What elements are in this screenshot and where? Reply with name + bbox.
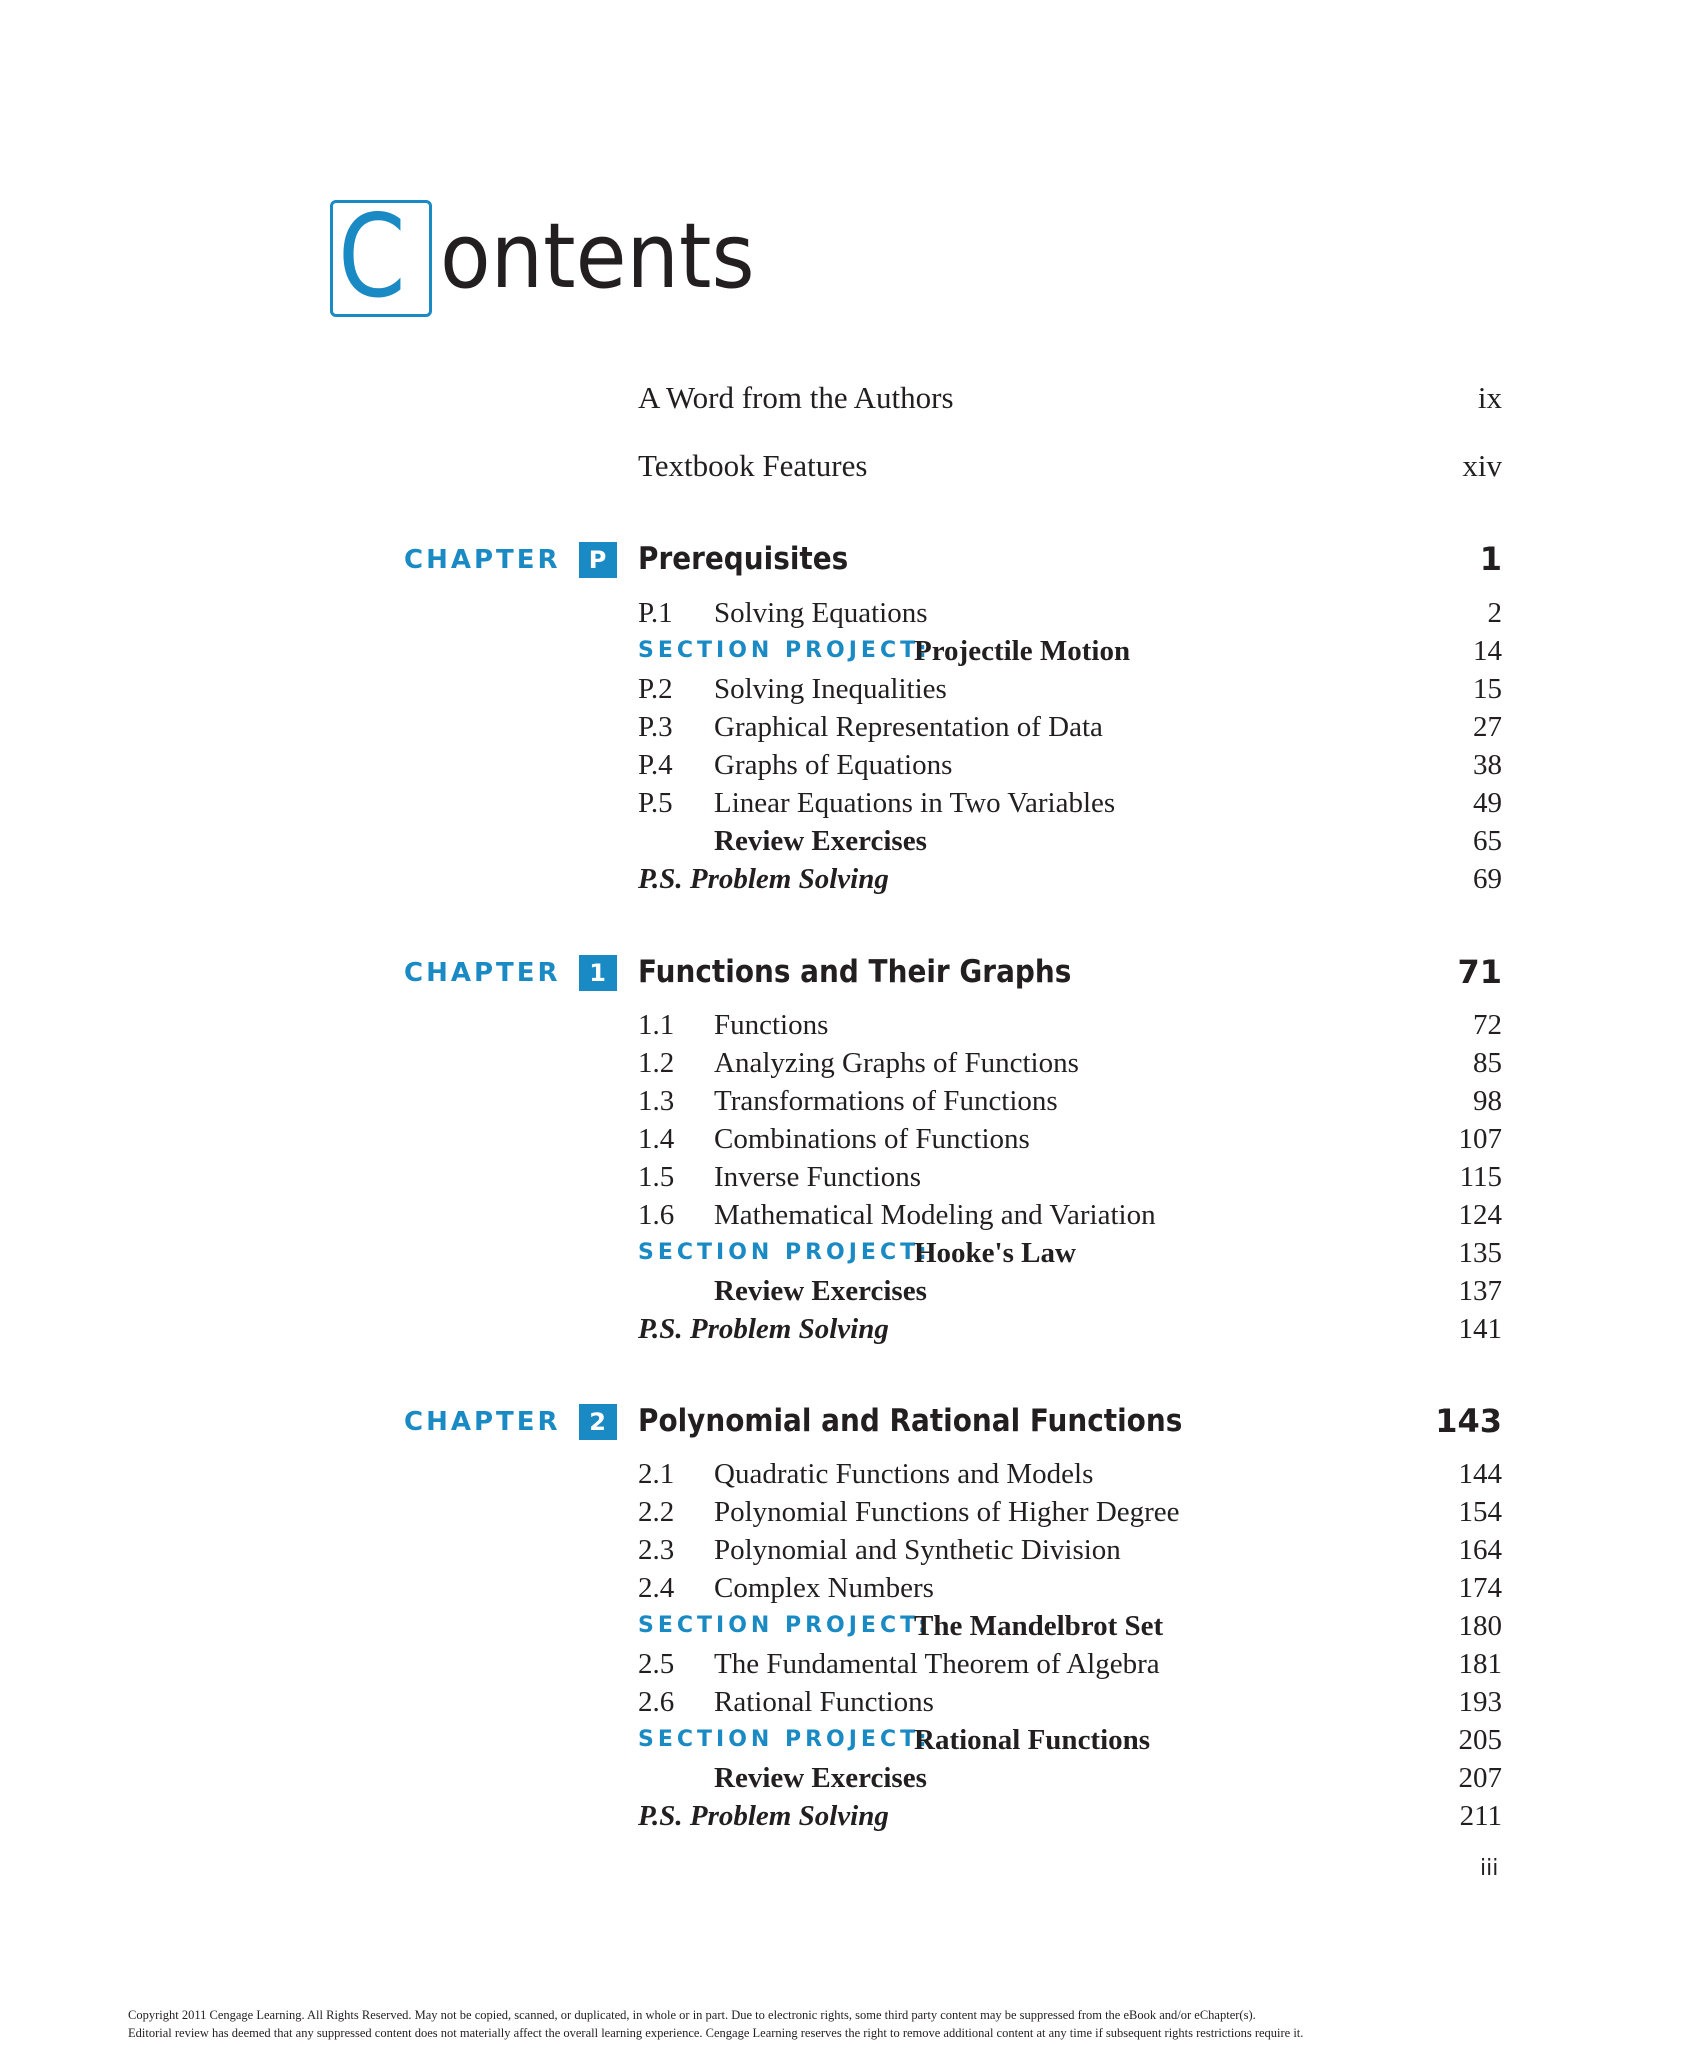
toc-section-project-entry[interactable] <box>638 1234 1502 1272</box>
chapter-word: CHAPTER <box>404 1407 561 1438</box>
section-title: Polynomial and Synthetic Division <box>714 1534 1121 1566</box>
section-title: Inverse Functions <box>714 1161 921 1193</box>
contents-initial-letter: C <box>338 190 404 323</box>
toc-section-entry[interactable] <box>638 1531 1502 1569</box>
section-title: Quadratic Functions and Models <box>714 1458 1094 1490</box>
front-matter-title: A Word from the Authors <box>638 380 954 415</box>
section-number: 2.6 <box>638 1686 675 1718</box>
section-page: 14 <box>1473 635 1502 667</box>
copyright-notice <box>128 2006 1568 2042</box>
section-title: Complex Numbers <box>714 1572 934 1604</box>
section-project-label: SECTION PROJECT: <box>638 1240 931 1265</box>
toc-section-entry[interactable] <box>638 708 1502 746</box>
section-number: P.3 <box>638 711 673 743</box>
toc-section-entry[interactable] <box>638 670 1502 708</box>
toc-front-matter-row[interactable] <box>638 376 1502 420</box>
toc-section-entry[interactable] <box>638 1120 1502 1158</box>
toc-section-entry[interactable] <box>638 784 1502 822</box>
section-number: P.4 <box>638 749 673 781</box>
toc-section-entry[interactable] <box>638 594 1502 632</box>
section-page: 174 <box>1458 1572 1502 1604</box>
toc-section-entry[interactable] <box>638 1158 1502 1196</box>
toc-review-entry[interactable] <box>638 822 1502 860</box>
toc-section-entry[interactable] <box>638 1082 1502 1120</box>
section-title: Functions <box>714 1009 829 1041</box>
section-number: 2.3 <box>638 1534 675 1566</box>
toc-section-entry[interactable] <box>638 1006 1502 1044</box>
front-matter-page: ix <box>1477 380 1502 415</box>
section-project-title: The Mandelbrot Set <box>914 1610 1164 1642</box>
section-number: P.1 <box>638 597 673 629</box>
section-page: 141 <box>1458 1313 1502 1345</box>
section-page: 85 <box>1473 1047 1502 1079</box>
problem-solving-title: P.S. Problem Solving <box>638 1313 889 1345</box>
section-page: 181 <box>1458 1648 1502 1680</box>
section-project-label: SECTION PROJECT: <box>638 1727 931 1752</box>
toc-review-entry[interactable] <box>638 1759 1502 1797</box>
section-number: P.2 <box>638 673 673 705</box>
section-page: 72 <box>1473 1009 1502 1041</box>
section-page: 69 <box>1473 863 1502 895</box>
chapter-page: 71 <box>1457 953 1502 991</box>
section-page: 211 <box>1459 1800 1502 1832</box>
chapter-word: CHAPTER <box>404 958 561 989</box>
section-project-title: Hooke's Law <box>914 1237 1076 1269</box>
chapter-heading[interactable] <box>638 949 1502 995</box>
section-page: 27 <box>1473 711 1502 743</box>
chapter-page: 1 <box>1479 540 1502 578</box>
section-title: Linear Equations in Two Variables <box>714 787 1116 819</box>
section-project-label: SECTION PROJECT: <box>638 1613 931 1638</box>
toc-section-entry[interactable] <box>638 1683 1502 1721</box>
section-page: 2 <box>1487 597 1502 629</box>
front-matter-page: xiv <box>1462 448 1502 483</box>
copyright-line: Copyright 2011 Cengage Learning. All Rights Reserved. May not be copied, scanned, or duplicated, in whole or in part. Due to electronic rights, some third party content may be suppressed from the eBook and/or eChapter(s). <box>128 2008 1256 2022</box>
section-page: 115 <box>1459 1161 1502 1193</box>
toc-section-entry[interactable] <box>638 1196 1502 1234</box>
section-page: 107 <box>1458 1123 1502 1155</box>
chapter-number-badge: 1 <box>579 955 617 991</box>
chapter-label <box>404 541 617 579</box>
chapter-number-badge: P <box>579 542 617 578</box>
section-title: Solving Equations <box>714 597 928 629</box>
chapter-page: 143 <box>1435 1402 1502 1440</box>
chapter-number-badge: 2 <box>579 1404 617 1440</box>
section-page: 154 <box>1458 1496 1502 1528</box>
chapter-label <box>404 954 617 992</box>
toc-problem-solving-entry[interactable] <box>638 1310 1502 1348</box>
toc-section-entry[interactable] <box>638 1455 1502 1493</box>
section-page: 144 <box>1458 1458 1502 1490</box>
copyright-line: Editorial review has deemed that any suppressed content does not materially affect the overall learning experience. Cengage Learning reserves the right to remove additional content at any time if subsequent rights restrictions require it. <box>128 2026 1304 2040</box>
toc-section-entry[interactable] <box>638 1569 1502 1607</box>
section-title: Transformations of Functions <box>714 1085 1058 1117</box>
section-number: 1.4 <box>638 1123 675 1155</box>
section-page: 135 <box>1458 1237 1502 1269</box>
section-project-label: SECTION PROJECT: <box>638 638 931 663</box>
section-page: 15 <box>1473 673 1502 705</box>
problem-solving-title: P.S. Problem Solving <box>638 863 889 895</box>
toc-problem-solving-entry[interactable] <box>638 860 1502 898</box>
section-page: 205 <box>1458 1724 1502 1756</box>
section-number: 1.2 <box>638 1047 675 1079</box>
toc-section-project-entry[interactable] <box>638 632 1502 670</box>
section-page: 49 <box>1473 787 1502 819</box>
section-number: 2.1 <box>638 1458 675 1490</box>
toc-section-entry[interactable] <box>638 1493 1502 1531</box>
section-number: 1.5 <box>638 1161 675 1193</box>
section-number: 2.5 <box>638 1648 675 1680</box>
chapter-heading[interactable] <box>638 536 1502 582</box>
chapter-title: Polynomial and Rational Functions <box>638 1403 1183 1439</box>
front-matter-title: Textbook Features <box>638 448 868 483</box>
section-page: 137 <box>1458 1275 1502 1307</box>
section-number: 1.1 <box>638 1009 675 1041</box>
section-title: The Fundamental Theorem of Algebra <box>714 1648 1160 1680</box>
toc-problem-solving-entry[interactable] <box>638 1797 1502 1835</box>
chapter-label <box>404 1403 617 1441</box>
section-title: Rational Functions <box>714 1686 934 1718</box>
section-page: 164 <box>1458 1534 1502 1566</box>
section-title: Solving Inequalities <box>714 673 947 705</box>
page-number: iii <box>1480 1856 1499 1881</box>
toc-section-project-entry[interactable] <box>638 1607 1502 1645</box>
section-page: 193 <box>1458 1686 1502 1718</box>
section-project-title: Rational Functions <box>914 1724 1151 1756</box>
toc-review-entry[interactable] <box>638 1272 1502 1310</box>
section-project-title: Projectile Motion <box>914 635 1131 667</box>
section-title: Graphical Representation of Data <box>714 711 1103 743</box>
section-title: Polynomial Functions of Higher Degree <box>714 1496 1180 1528</box>
section-page: 207 <box>1458 1762 1502 1794</box>
section-title: Graphs of Equations <box>714 749 953 781</box>
problem-solving-title: P.S. Problem Solving <box>638 1800 889 1832</box>
section-page: 124 <box>1458 1199 1502 1231</box>
section-number: 1.6 <box>638 1199 675 1231</box>
review-title: Review Exercises <box>714 1762 927 1794</box>
review-title: Review Exercises <box>714 825 927 857</box>
section-page: 180 <box>1458 1610 1502 1642</box>
section-number: 2.4 <box>638 1572 675 1604</box>
section-title: Mathematical Modeling and Variation <box>714 1199 1156 1231</box>
section-number: 1.3 <box>638 1085 675 1117</box>
chapter-heading[interactable] <box>638 1398 1502 1444</box>
chapter-title: Prerequisites <box>638 541 849 577</box>
toc-section-entry[interactable] <box>638 746 1502 784</box>
section-page: 98 <box>1473 1085 1502 1117</box>
chapter-word: CHAPTER <box>404 545 561 576</box>
contents-title-rest: ontents <box>440 204 755 309</box>
review-title: Review Exercises <box>714 1275 927 1307</box>
section-title: Combinations of Functions <box>714 1123 1030 1155</box>
toc-front-matter-row[interactable] <box>638 444 1502 488</box>
section-page: 38 <box>1473 749 1502 781</box>
section-title: Analyzing Graphs of Functions <box>714 1047 1079 1079</box>
chapter-title: Functions and Their Graphs <box>638 954 1072 990</box>
section-page: 65 <box>1473 825 1502 857</box>
section-number: P.5 <box>638 787 673 819</box>
toc-section-project-entry[interactable] <box>638 1721 1502 1759</box>
toc-section-entry[interactable] <box>638 1645 1502 1683</box>
toc-section-entry[interactable] <box>638 1044 1502 1082</box>
section-number: 2.2 <box>638 1496 675 1528</box>
